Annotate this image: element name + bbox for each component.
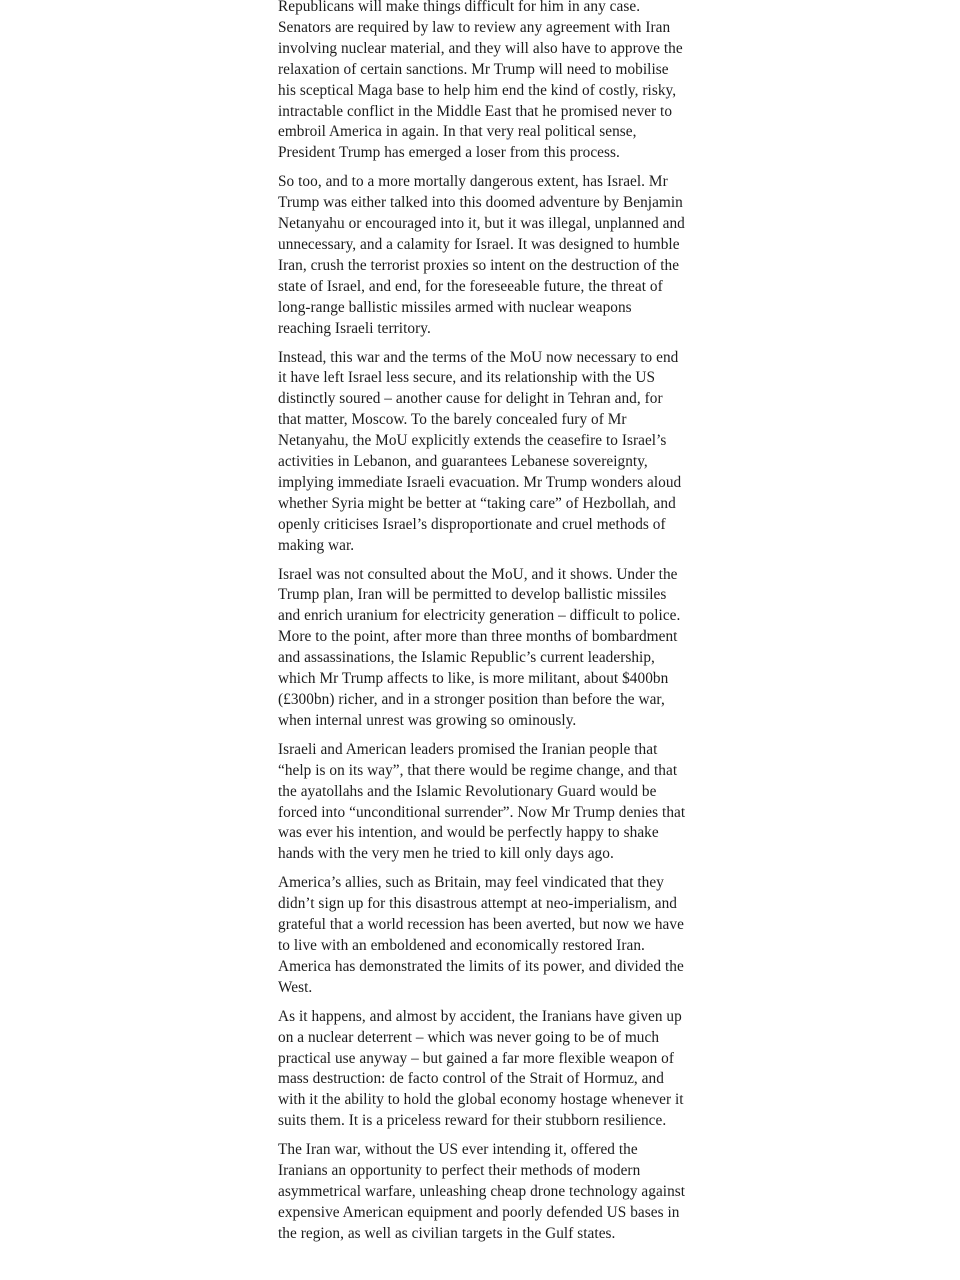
article-paragraph: Israel was not consulted about the MoU, and it shows. Under the Trump plan, Iran will be permitted to develop ballistic missiles and enrich uranium for electricity generation – difficult to police. More to the point, after more than three months of bombardment and assassinations, the Islamic Republic’s current leadership, which Mr Trump affects to like, is more militant, about $400bn (£300bn) richer, and in a stronger position than before the war, when internal unrest was growing so ominously. (278, 565, 681, 729)
article-paragraph: America’s allies, such as Britain, may feel vindicated that they didn’t sign up for this disastrous attempt at neo-imperialism, and grateful that a world recession has been averted, but now we have to live with an emboldened and economically restored Iran. America has demonstrated the limits of its power, and divided the West. (278, 874, 684, 996)
article-paragraph: The Iran war, without the US ever intending it, offered the Iranians an opportunity to perfect their methods of modern asymmetrical warfare, unleashing cheap drone technology against expensive American equipment and poorly defended US bases in the region, as well as civilian targets in the Gulf states. (278, 1141, 686, 1242)
article-paragraph: As it happens, and almost by accident, the Iranians have given up on a nuclear deterrent – which was never going to be of much practical use anyway – but gained a far more flexible weapon of mass destruction: de facto control of the Strait of Hormuz, and with it the ability to hold the global economy hostage whenever it suits them. It is a priceless reward for their stubborn resilience. (278, 1007, 684, 1130)
article-paragraph: Instead, this war and the terms of the MoU now necessary to end it have left Israel less secure, and its relationship with the US distinctly soured – another cause for delight in Tehran and, for that matter, Moscow. To the barely concealed fury of Mr Netanyahu, the MoU explicitly extends the ceasefire to Israel’s activities in Lebanon, and guarantees Lebanese sovereignty, implying immediate Israeli evacuation. Mr Trump wonders aloud whether Syria might be better at “taking care” of Hezbollah, and openly criticises Israel’s disproportionate and cruel methods of making war. (278, 348, 682, 554)
article-paragraph: Republicans will make things difficult for him in any case. Senators are required by law to review any agreement with Iran involving nuclear material, and they will also have to approve the relaxation of certain sanctions. Mr Trump will need to mobilise his sceptical Maga base to help him end the kind of costly, risky, intractable conflict in the Middle East that he promised never to embroil America in again. In that very real political sense, President Trump has emerged a loser from this process. (278, 0, 683, 162)
article-paragraph: Israeli and American leaders promised the Iranian people that “help is on its way”, that there would be regime change, and that the ayatollahs and the Islamic Revolutionary Guard would be forced into “unconditional surrender”. Now Mr Trump denies that was ever his intention, and would be perfectly happy to shake hands with the very men he tried to kill only days ago. (278, 740, 686, 863)
article-body (278, 0, 686, 1253)
article-paragraph: So too, and to a more mortally dangerous extent, has Israel. Mr Trump was either talked into this doomed adventure by Benjamin Netanyahu or encouraged into it, but it was illegal, unplanned and unnecessary, and a calamity for Israel. It was designed to humble Iran, crush the terrorist proxies so intent on the destruction of the state of Israel, and end, for the foreseeable future, the threat of long-range ballistic missiles armed with nuclear weapons reaching Israeli territory. (278, 173, 685, 337)
